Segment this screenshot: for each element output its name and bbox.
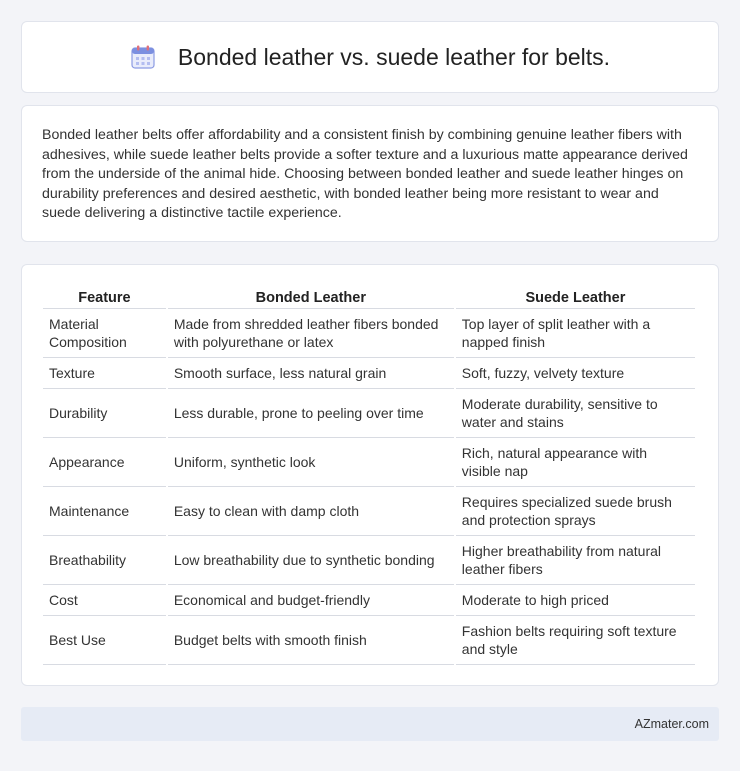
bonded-cell: Easy to clean with damp cloth xyxy=(168,487,454,536)
calendar-icon xyxy=(130,44,156,70)
title-card xyxy=(21,21,719,93)
bonded-cell: Economical and budget-friendly xyxy=(168,585,454,616)
feature-cell: Durability xyxy=(43,389,166,438)
comparison-table-card xyxy=(21,264,719,686)
bonded-cell: Low breathability due to synthetic bonding xyxy=(168,536,454,585)
table-row xyxy=(43,536,695,585)
feature-cell: Best Use xyxy=(43,616,166,665)
page-title: Bonded leather vs. suede leather for belts. xyxy=(177,43,611,70)
header-bonded-leather: Bonded Leather xyxy=(168,285,454,309)
suede-cell: Higher breathability from natural leather fibers xyxy=(456,536,695,585)
footer-bar xyxy=(21,707,719,741)
feature-cell: Maintenance xyxy=(43,487,166,536)
header-feature: Feature xyxy=(43,285,166,309)
feature-cell: Texture xyxy=(43,358,166,389)
table-row xyxy=(43,358,695,389)
feature-cell: Appearance xyxy=(43,438,166,487)
suede-cell: Rich, natural appearance with visible nap xyxy=(456,438,695,487)
table-row xyxy=(43,438,695,487)
suede-cell: Moderate to high priced xyxy=(456,585,695,616)
suede-cell: Requires specialized suede brush and protection sprays xyxy=(456,487,695,536)
description-text: Bonded leather belts offer affordability and a consistent finish by combining genuine leather fibers with adhesives, while suede leather belts provide a softer texture and a luxurious matte appearance derived from the underside of the animal hide. Choosing between bonded leather and suede leather hinges on durability preferences and desired aesthetic, with bonded leather being more resistant to wear and suede delivering a distinctive tactile experience. xyxy=(42,127,688,222)
bonded-cell: Uniform, synthetic look xyxy=(168,438,454,487)
suede-cell: Soft, fuzzy, velvety texture xyxy=(456,358,695,389)
bonded-cell: Less durable, prone to peeling over time xyxy=(168,389,454,438)
suede-cell: Fashion belts requiring soft texture and style xyxy=(456,616,695,665)
feature-cell: Cost xyxy=(43,585,166,616)
suede-cell: Top layer of split leather with a napped finish xyxy=(456,309,695,358)
table-row xyxy=(43,585,695,616)
bonded-cell: Budget belts with smooth finish xyxy=(168,616,454,665)
feature-cell: Breathability xyxy=(43,536,166,585)
table-row xyxy=(43,309,695,358)
table-header-row xyxy=(43,285,695,309)
feature-cell: Material Composition xyxy=(43,309,166,358)
bonded-cell: Made from shredded leather fibers bonded with polyurethane or latex xyxy=(168,309,454,358)
suede-cell: Moderate durability, sensitive to water and stains xyxy=(456,389,695,438)
comparison-table xyxy=(41,285,697,665)
bonded-cell: Smooth surface, less natural grain xyxy=(168,358,454,389)
header-suede-leather: Suede Leather xyxy=(456,285,695,309)
footer-source-link[interactable]: AZmater.com xyxy=(634,717,709,731)
table-row xyxy=(43,616,695,665)
description-card xyxy=(21,105,719,242)
table-row xyxy=(43,389,695,438)
table-row xyxy=(43,487,695,536)
